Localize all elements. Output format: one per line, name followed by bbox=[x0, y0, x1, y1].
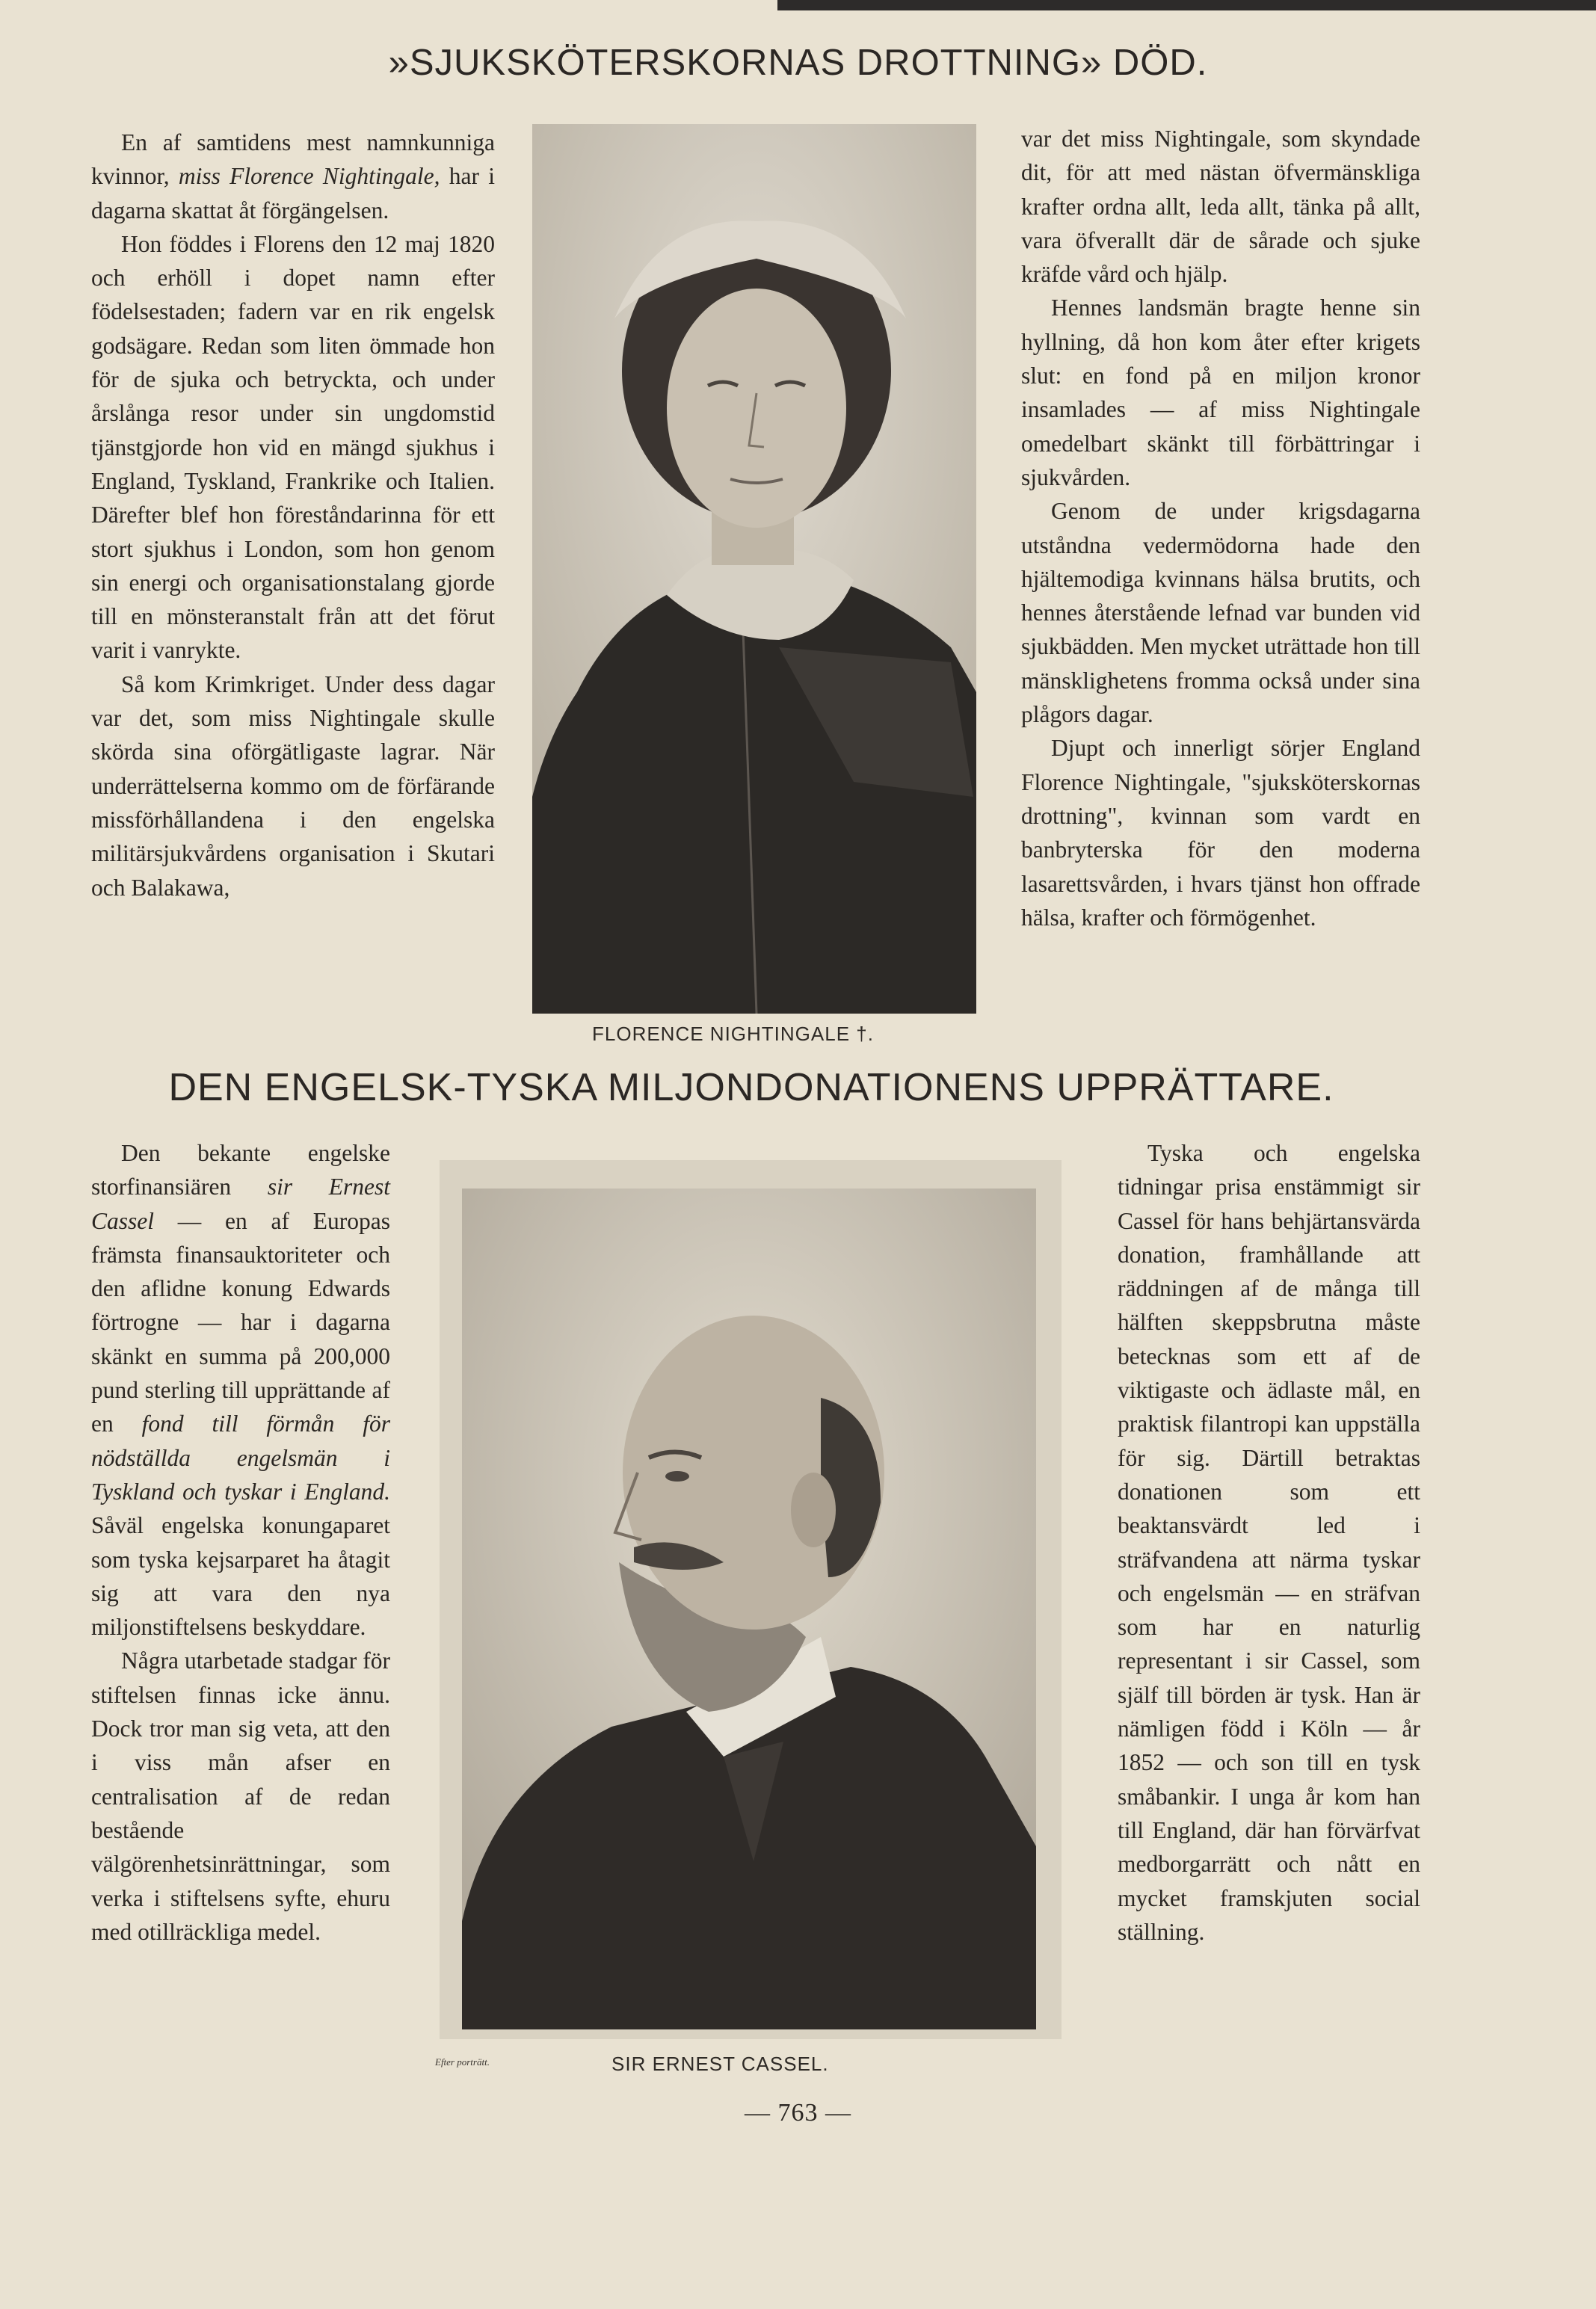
paragraph: Så kom Krimkriget. Under dess dagar var det, som miss Nightingale skulle skörda sina oförgätligaste lagrar. När underrättelserna kommo om de förfärande missförhållandena i den engelska militärsjukvårdens organisation i Skutari och Balakawa, bbox=[91, 670, 495, 901]
paragraph: Genom de under krigsdagarna utståndna vedermödorna hade den hjältemodiga kvinnans hälsa brutits, och hennes återstående lefnad var bunden vid sjukbädden. Men mycket uträttade hon till mänsklighetens fromma också under sina plågors dagar. bbox=[1021, 498, 1420, 728]
paragraph: var det miss Nightingale, som skyndade dit, för att med nästan öfvermänskliga krafter ordna allt, leda allt, tänka på allt, vara öfverallt där de sårade och sjuke kräfde vård och hjälp. bbox=[1021, 126, 1420, 288]
paragraph: En af samtidens mest namnkunniga kvinnor, miss Florence Nightingale, har i dagarna skattat åt förgängelsen. bbox=[91, 129, 495, 223]
photo-credit: Efter porträtt. bbox=[435, 2056, 490, 2068]
article-title-cassel: DEN ENGELSK-TYSKA MILJONDONATIONENS UPPRÄTTARE. bbox=[168, 1066, 1334, 1109]
cassel-left-column bbox=[91, 1136, 390, 1949]
caption-florence-nightingale: FLORENCE NIGHTINGALE †. bbox=[592, 1023, 874, 1045]
nightingale-left-column bbox=[91, 126, 495, 904]
paragraph: Hennes landsmän bragte henne sin hyllning, då hon kom åter efter krigets slut: en fond på en miljon kronor insamlades — af miss Nightingale omedelbart skänkt till förbättringar i sjukvården. bbox=[1021, 295, 1420, 490]
paragraph: Tyska och engelska tidningar prisa enstämmigt sir Cassel för hans behjärtansvärda donation, framhållande att räddningen af de många till hälften skeppsbrutna måste betecknas som ett af de viktigaste och ädlaste mål, en praktisk filantropi kan uppställa för sig. Därtill betraktas donationen som ett beaktansvärdt led i sträfvandena att närma tyskar och engelsmän — en sträfvan som har en naturlig representant i sir Cassel, som själf till börden är tysk. Han är nämligen född i Köln — år 1852 — och son till en tysk småbankir. I unga år kom han till England, där han förvärfvat medborgarrätt och nått en mycket framskjuten social ställning. bbox=[1118, 1140, 1420, 1945]
scan-edge-bar bbox=[777, 0, 1596, 10]
portrait-sir-ernest-cassel bbox=[462, 1189, 1036, 2029]
cassel-right-column bbox=[1118, 1136, 1420, 1949]
paragraph: Några utarbetade stadgar för stiftelsen finnas icke ännu. Dock tror man sig veta, att den i viss mån afser en centralisation af de redan bestående välgörenhetsinrättningar, som verka i stiftelsens syfte, ehuru med otillräckliga medel. bbox=[91, 1647, 390, 1945]
paragraph: Den bekante engelske storfinansiären sir Ernest Cassel — en af Europas främsta finansauktoriteter och den aflidne konung Edwards förtrogne — har i dagarna skänkt en summa på 200,000 pund sterling till upprättande af en fond till förmån för nödställda engelsmän i Tyskland och tyskar i England. Såväl engelska konungaparet som tyska kejsarparet ha åtagit sig att vara den nya miljonstiftelsens beskyddare. bbox=[91, 1140, 391, 1641]
page-number: — 763 — bbox=[745, 2099, 851, 2127]
article-title-nightingale: »SJUKSKÖTERSKORNAS DROTTNING» DÖD. bbox=[388, 43, 1208, 83]
paragraph: Hon föddes i Florens den 12 maj 1820 och erhöll i dopet namn efter födelsestaden; fadern var en rik engelsk godsägare. Redan som liten ömmade hon för de sjuka och betryckta, och under årslånga resor under sin ungdomstid tjänstgjorde hon vid en mängd sjukhus i England, Tyskland, Frankrike och Italien. Därefter blef hon föreståndarinna för ett stort sjukhus i London, som hon genom sin energi och organisationstalang gjorde till en mönsteranstalt från att det förut varit i vanrykte. bbox=[91, 230, 495, 664]
nightingale-right-column bbox=[1021, 122, 1420, 934]
caption-sir-ernest-cassel: SIR ERNEST CASSEL. bbox=[611, 2053, 829, 2075]
paragraph: Djupt och innerligt sörjer England Florence Nightingale, "sjuksköterskornas drottning", kvinnan som vardt en banbryterska för den moderna lasarettsvården, i hvars tjänst hon offrade hälsa, krafter och förmögenhet. bbox=[1021, 735, 1420, 931]
portrait-florence-nightingale bbox=[532, 124, 976, 1014]
